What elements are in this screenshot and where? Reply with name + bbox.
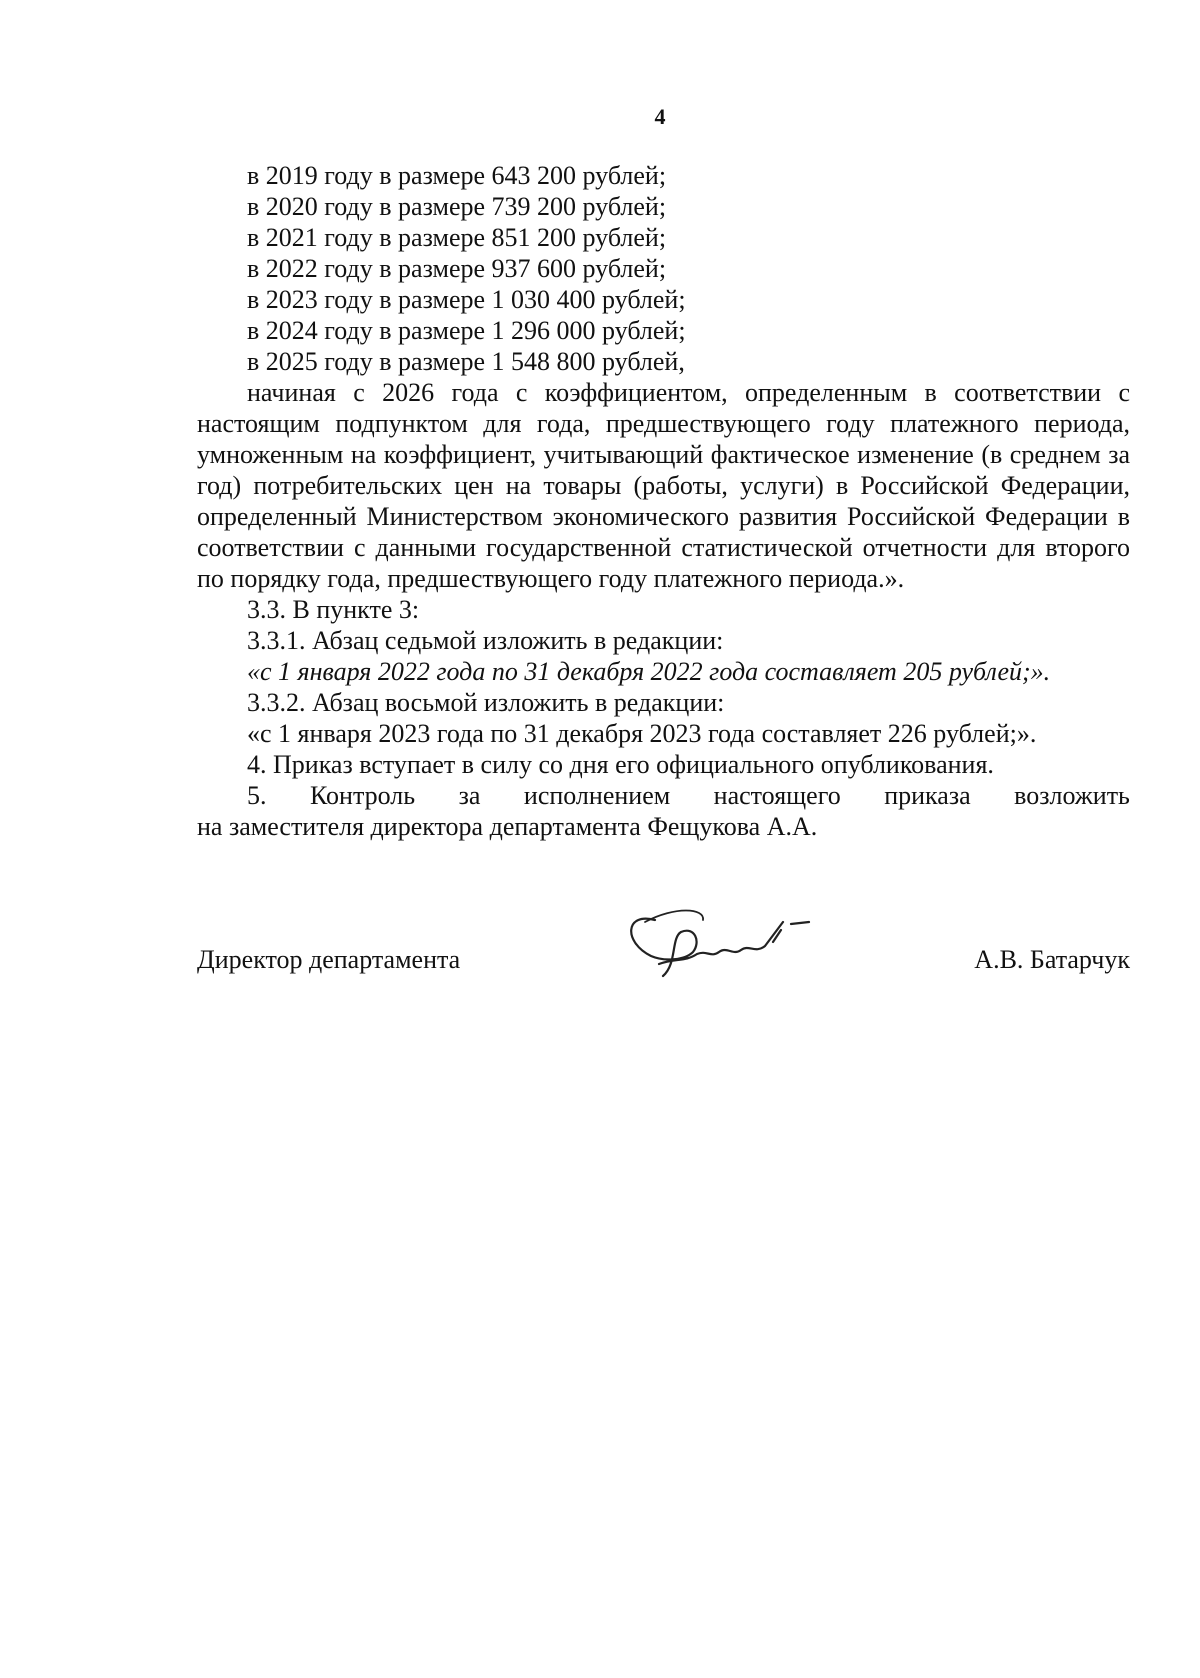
year-line-2021: в 2021 году в размере 851 200 рублей; [247,223,667,252]
clause-5-word: Контроль [309,781,416,810]
clause-5-word: возложить [1014,781,1130,810]
year-line-2025: в 2025 году в размере 1 548 800 рублей, [247,347,685,376]
clause-4: 4. Приказ вступает в силу со дня его официального опубликования. [247,750,994,779]
signer-position: Директор департамента [197,945,461,974]
clause-5-first-line [197,780,1130,811]
handwritten-signature [615,902,835,982]
clause-5-word: 5. [247,781,267,810]
clause-5-word: настоящего [713,781,841,810]
clause-5-continuation: на заместителя директора департамента Фещукова А.А. [197,812,818,841]
clause-3-3-2: 3.3.2. Абзац восьмой изложить в редакции: [247,688,725,717]
clause-3-3-2-text: «с 1 января 2023 года по 31 декабря 2023 года составляет 226 рублей;». [247,719,1037,748]
year-line-2022: в 2022 году в размере 937 600 рублей; [247,254,667,283]
clause-5-word: исполнением [523,781,671,810]
page-number: 4 [654,104,666,129]
clause-3-3: 3.3. В пункте 3: [247,595,420,624]
clause-3-3-1-text: «с 1 января 2022 года по 31 декабря 2022 года составляет 205 рублей;». [247,657,1051,686]
coefficient-paragraph: начиная с 2026 года с коэффициентом, определенным в соответствии с настоящим подпунктом для года, предшествующего году платежного периода, умноженным на коэффициент, учитывающий фактическое изменение (в среднем за год) потребительских цен на товары (работы, услуги) в Российской Федерации, определенный Министерством экономического развития Российской Федерации в соответствии с данными государственной статистической отчетности для второго по порядку года, предшествующего году платежного периода.». [197,378,1130,593]
clause-5-word: приказа [884,781,971,810]
year-line-2024: в 2024 году в размере 1 296 000 рублей; [247,316,686,345]
document-body [197,160,1130,842]
clause-5-word: за [458,781,481,810]
year-line-2019: в 2019 году в размере 643 200 рублей; [247,161,667,190]
signer-name: А.В. Батарчук [974,945,1130,974]
year-line-2023: в 2023 году в размере 1 030 400 рублей; [247,285,686,314]
clause-3-3-1: 3.3.1. Абзац седьмой изложить в редакции: [247,626,724,655]
year-line-2020: в 2020 году в размере 739 200 рублей; [247,192,667,221]
